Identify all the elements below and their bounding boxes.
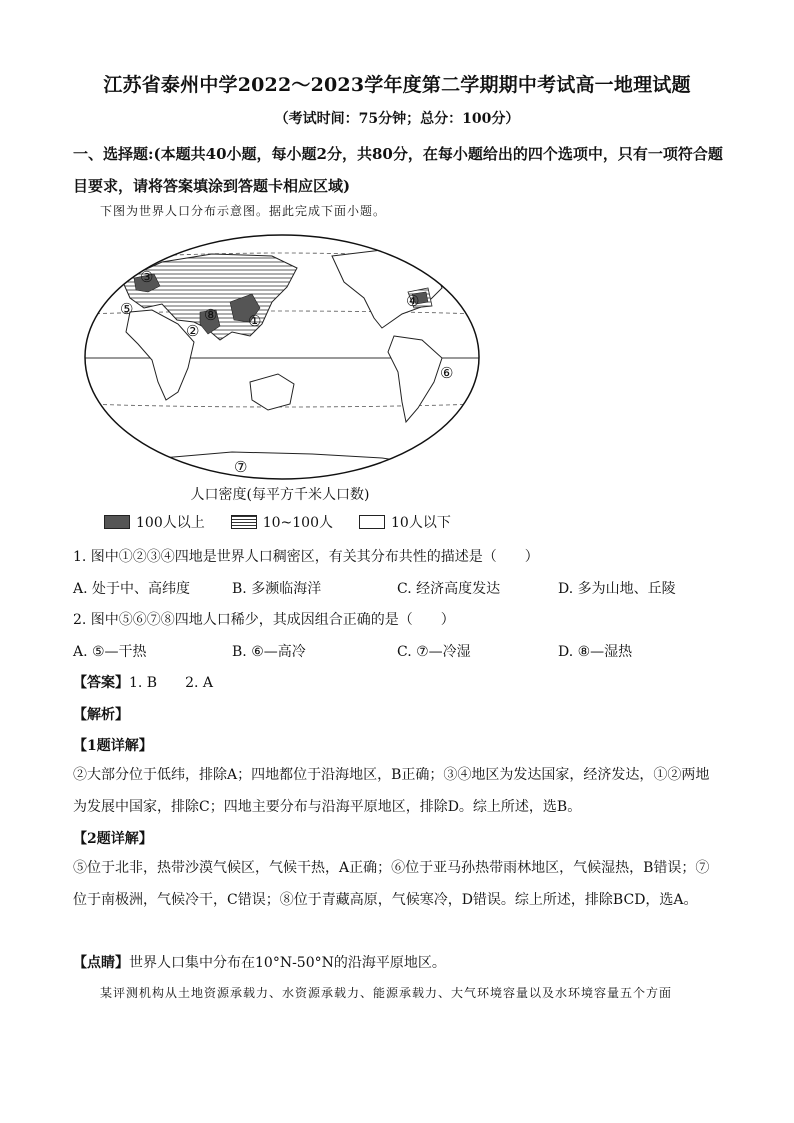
legend-title: 人口密度(每平方千米人口数) <box>190 487 370 503</box>
tip-text: 世界人口集中分布在10°N-50°N的沿海平原地区。 <box>129 955 446 971</box>
map-label-1: ① <box>248 312 262 330</box>
map-label-3: ③ <box>140 268 154 286</box>
answer-line <box>73 672 213 692</box>
q2-option-d: D. ⑧—湿热 <box>558 644 633 660</box>
question-1-stem: 1. 图中①②③④四地是世界人口稠密区，有关其分布共性的描述是（ ） <box>73 549 539 565</box>
detail-1-tag: 【1题详解】 <box>73 738 153 754</box>
legend-item-low: 10人以下 <box>359 512 451 532</box>
world-population-map <box>82 232 482 482</box>
detail-1-text: ②大部分位于低纬，排除A；四地都位于沿海地区，B正确；③④地区为发达国家，经济发达，①②两地为发展中国家，排除C；四地主要分布与沿海平原地区，排除D。综上所述，选B。 <box>73 767 710 815</box>
q2-option-a: A. ⑤—干热 <box>73 644 147 660</box>
question-2-stem: 2. 图中⑤⑥⑦⑧四地人口稀少，其成因组合正确的是（ ） <box>73 612 455 628</box>
tip-line <box>73 952 446 972</box>
tip-tag: 【点睛】 <box>73 955 129 971</box>
legend-item-high: 100人以上 <box>104 512 205 532</box>
map-label-6: ⑥ <box>440 364 454 382</box>
map-label-2: ② <box>186 322 200 340</box>
answer-text: 1. B 2. A <box>129 675 214 691</box>
detail-2-text: ⑤位于北非，热带沙漠气候区，气候干热，A正确；⑥位于亚马孙热带雨林地区，气候湿热，B错误；⑦位于南极洲，气候冷干，C错误；⑧位于青藏高原，气候寒冷，D错误。综上所述，排除BCD，选A。 <box>73 860 710 908</box>
map-label-7: ⑦ <box>234 458 248 476</box>
map-legend <box>104 512 477 532</box>
empty-swatch-icon <box>359 515 385 529</box>
q1-option-c: C. 经济高度发达 <box>397 581 501 597</box>
answer-tag: 【答案】 <box>73 675 129 691</box>
exam-info: （考试时间：75分钟；总分：100分） <box>274 111 520 127</box>
analysis-tag: 【解析】 <box>73 707 129 723</box>
dark-swatch-icon <box>104 515 130 529</box>
striped-swatch-icon <box>231 515 257 529</box>
legend-item-medium: 10~100人 <box>231 512 333 532</box>
q2-option-b: B. ⑥—高冷 <box>232 644 306 660</box>
map-label-4: ④ <box>406 292 420 310</box>
question-intro: 下图为世界人口分布示意图。据此完成下面小题。 <box>100 204 387 218</box>
q2-option-c: C. ⑦—冷湿 <box>397 644 471 660</box>
map-label-8: ⑧ <box>204 306 218 324</box>
detail-2-tag: 【2题详解】 <box>73 831 153 847</box>
q1-option-b: B. 多濒临海洋 <box>232 581 322 597</box>
map-label-5: ⑤ <box>120 300 134 318</box>
q1-option-a: A. 处于中、高纬度 <box>73 581 191 597</box>
next-paragraph: 某评测机构从土地资源承载力、水资源承载力、能源承载力、大气环境容量以及水环境容量五个方面 <box>100 986 673 1000</box>
q1-option-d: D. 多为山地、丘陵 <box>558 581 676 597</box>
page-title: 江苏省泰州中学2022～2023学年度第二学期期中考试高一地理试题 <box>103 74 691 96</box>
section-heading: 一、选择题:(本题共40小题，每小题2分，共80分，在每小题给出的四个选项中，只有一项符合题目要求，请将答案填涂到答题卡相应区域) <box>73 145 723 195</box>
